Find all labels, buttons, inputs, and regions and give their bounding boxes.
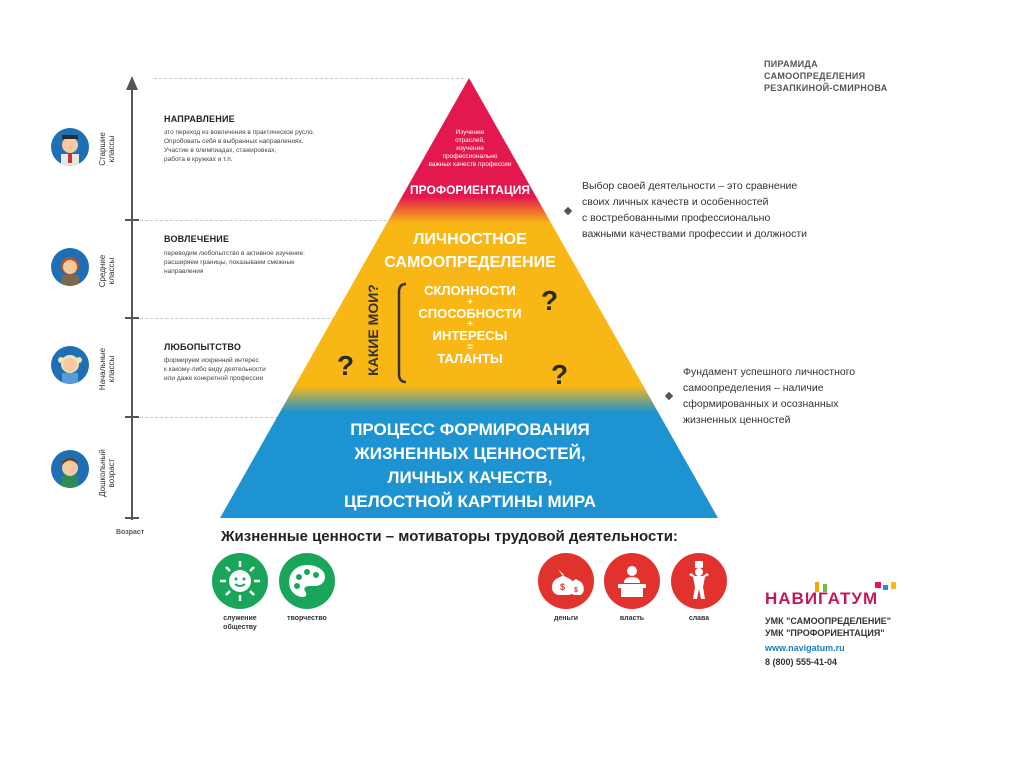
- brand-url[interactable]: www.navigatum.ru: [765, 643, 845, 653]
- brand-logo-text: НАВИГАТУМ: [765, 589, 879, 608]
- question-mark-icon: ?: [551, 359, 569, 390]
- question-mark-icon: ?: [541, 285, 559, 316]
- question-mark-icon: ?: [337, 350, 355, 381]
- note-choice: Выбор своей деятельности – это сравнение своих личных качеств и особенностей с востребованными профессионально важными качествами профессии и должности: [582, 180, 807, 240]
- svg-text:$: $: [560, 582, 566, 592]
- diagram-title: [764, 58, 888, 94]
- brand-line-2: УМК "ПРОФОРИЕНТАЦИЯ": [765, 628, 885, 638]
- palette-icon: [279, 553, 335, 609]
- which-mine-label: КАКИЕ МОИ?: [365, 284, 381, 376]
- value-label-fame: слава: [688, 615, 710, 622]
- formation-process-title: ПРОЦЕСС ФОРМИРОВАНИЯ ЖИЗНЕННЫХ ЦЕННОСТЕЙ, ЛИЧНЫХ КАЧЕСТВ, ЦЕЛОСТНОЙ КАРТИНЫ МИРА: [343, 420, 597, 511]
- brand-line-1: УМК "САМООПРЕДЕЛЕНИЕ": [765, 616, 892, 626]
- stage-desc-direction: это переход из вовлечения в практическое русло. Опробовать себя в выбранных направлениях. Участие в олимпиадах, стажировках, работа в кружках и т.п.: [164, 129, 315, 163]
- note-foundation: Фундамент успешного личностного самоопределения – наличие сформированных и осознанных жизненных ценностей: [683, 366, 856, 426]
- avatar-preschool: [51, 450, 89, 488]
- brand-phone: 8 (800) 555-41-04: [765, 657, 838, 667]
- age-label-primary: Начальные классы: [98, 347, 116, 391]
- stage-title-direction: НАПРАВЛЕНИЕ: [164, 114, 235, 124]
- talents-formula: СКЛОННОСТИ + СПОСОБНОСТИ + ИНТЕРЕСЫ = ТАЛАНТЫ: [418, 283, 522, 366]
- svg-text:$: $: [574, 587, 578, 594]
- trophy-person-icon: [671, 553, 727, 609]
- money-bag-icon: [538, 553, 594, 609]
- stage-title-curiosity: ЛЮБОПЫТСТВО: [164, 342, 242, 352]
- axis-label: Возраст: [116, 529, 145, 536]
- axis-tick: [125, 219, 139, 221]
- values-heading: Жизненные ценности – мотиваторы трудовой деятельности:: [221, 528, 678, 545]
- sun-icon: [212, 553, 268, 609]
- axis-tick: [125, 517, 139, 519]
- title-line-3: РЕЗАПКИНОЙ-СМИРНОВА: [764, 83, 888, 93]
- avatar-primary: [51, 346, 89, 384]
- self-determination-title: ЛИЧНОСТНОЕ САМООПРЕДЕЛЕНИЕ: [384, 231, 556, 271]
- proforientation-title: ПРОФОРИЕНТАЦИЯ: [410, 183, 530, 197]
- age-label-senior: Старшие классы: [98, 132, 116, 166]
- value-label-creativity: творчество: [287, 615, 327, 622]
- age-label-preschool: Дошкольный возраст: [98, 449, 116, 497]
- podium-icon: [604, 553, 660, 609]
- stage-desc-curiosity: формируем искренний интерес к какому-либо виду деятельности или даже конкретной профессии: [164, 357, 266, 382]
- value-label-power: власть: [619, 615, 645, 622]
- stage-desc-involvement: переводим любопытство в активное изучение: расширяем границы, показываем смежные направления: [164, 250, 305, 275]
- age-axis: [120, 74, 144, 526]
- title-line-1: ПИРАМИДА: [764, 59, 818, 69]
- value-label-service: служение обществу: [223, 615, 257, 631]
- avatar-senior: [51, 128, 89, 166]
- proforientation-desc: Изучение отраслей, изучение профессионально важных качеств профессии: [428, 129, 512, 168]
- age-label-middle: Средние классы: [98, 254, 116, 288]
- stage-title-involvement: ВОВЛЕЧЕНИЕ: [164, 234, 230, 244]
- avatar-middle: [51, 248, 89, 286]
- title-line-2: САМООПРЕДЕЛЕНИЯ: [764, 71, 866, 81]
- axis-tick: [125, 317, 139, 319]
- value-label-money: деньги: [553, 615, 579, 622]
- axis-arrow-icon: [126, 76, 138, 90]
- axis-tick: [125, 416, 139, 418]
